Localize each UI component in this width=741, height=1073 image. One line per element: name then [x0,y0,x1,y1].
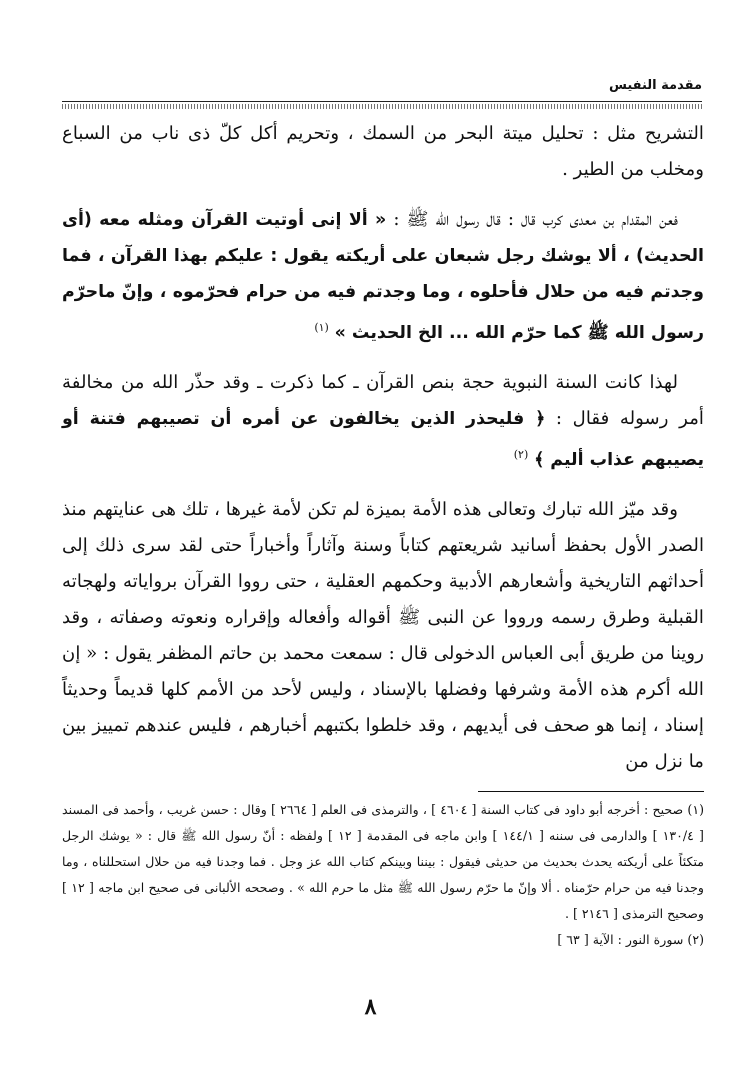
footnote-ref: (١) [314,321,329,334]
paragraph-intro: لهذا كانت السنة النبوية حجة بنص القرآن ـ كما ذكرت ـ وقد حذّر الله من مخالفة أمر رسوله فقال : [62,372,704,430]
main-text [62,116,704,780]
footnote: (٢) سورة النور : الآية [ ٦٣ ] [557,932,704,947]
quran-quote: ﴿ فليحذر الذين يخالفون عن أمره أن تصيبهم فتنة أو يصيبهم عذاب أليم ﴾ [62,409,704,471]
footnote-divider [478,791,704,792]
paragraph-gap [62,351,704,365]
header-dotted-rule [62,104,702,109]
page-header [62,74,702,114]
page-number: ٨ [364,994,377,1020]
paragraph-intro: فعن المقدام بن معدى كرب قال : قال رسول الله ﷺ : [386,209,678,230]
footnote: (١) صحيح : أخرجه أبو داود فى كتاب السنة [ ٤٦٠٤ ] ، والترمذى فى العلم [ ٢٦٦٤ ] وقال : حسن غريب ، وأحمد فى المسند [ ١٣٠/٤ ] والدارمى فى سننه [ ١٤٤/١ ] وابن ماجه فى المقدمة [ ١٢ ] ولفظه : أنّ رسول الله ﷺ قال : « يوشك الرجل متكئاً على أريكته يحدث بحديث من حديثى فيقول : بيننا وبينكم كتاب الله عز وجل . فما وجدنا فيه من حلال استحللناه ، وما وجدنا فيه من حرام حرّمناه . ألا وإنّ ما حرّم رسول الله ﷺ مثل ما حرم الله » . وصححه الألبانى فى صحيح ابن ماجه [ ١٢ ] وصحيح الترمذى [ ٢١٤٦ ] . [62,802,704,921]
header-rule [62,101,702,102]
paragraph-gap [62,188,704,202]
paragraph-gap [62,478,704,492]
footnote-ref: (٢) [513,448,529,462]
footnotes [62,797,704,953]
running-title: مقدمة النفيس [608,78,702,93]
paragraph-hadith [62,202,704,351]
paragraph: التشريح مثل : تحليل ميتة البحر من السمك ، وتحريم أكل كلّ ذى ناب من السباع ومخلب من الطير . [62,123,704,180]
hadith-quote: « ألا إنى أوتيت القرآن ومثله معه (أى الحديث) ، ألا يوشك رجل شبعان على أريكته يقول : عليكم بهذا القرآن ، فما وجدتم فيه من حلال فأحلوه ، وما وجدتم فيه من حرام فحرّموه ، وإنّ ماحرّم رسول الله ﷺ كما حرّم الله ... الخ الحديث » [62,210,704,344]
paragraph: وقد ميّز الله تبارك وتعالى هذه الأمة بميزة لم تكن لأمة غيرها ، تلك هى عنايتهم منذ الصدر الأول بحفظ أسانيد شريعتهم كتاباً وسنة وآثاراً وأخباراً حتى لقد سرى ذلك إلى أحداثهم التاريخية وأشعارهم الأدبية وحكمهم العقلية ، حتى رووا القرآن برواياته ولهجاته القبلية وطرق رسمه ورووا عن النبى ﷺ أقواله وأفعاله وإقراره ونعوته وصفاته ، وقد روينا من طريق أبى العباس الدخولى قال : سمعت محمد بن حاتم المظفر يقول : « إن الله أكرم هذه الأمة وشرفها وفضلها بالإسناد ، وليس لأحد من الأمم كلها قديماً وحديثاً إسناد ، إنما هو صحف فى أيديهم ، وقد خلطوا بكتبهم أخبارهم ، فليس عندهم تمييز بين ما نزل من [61,499,704,773]
paragraph-quran [62,365,704,478]
